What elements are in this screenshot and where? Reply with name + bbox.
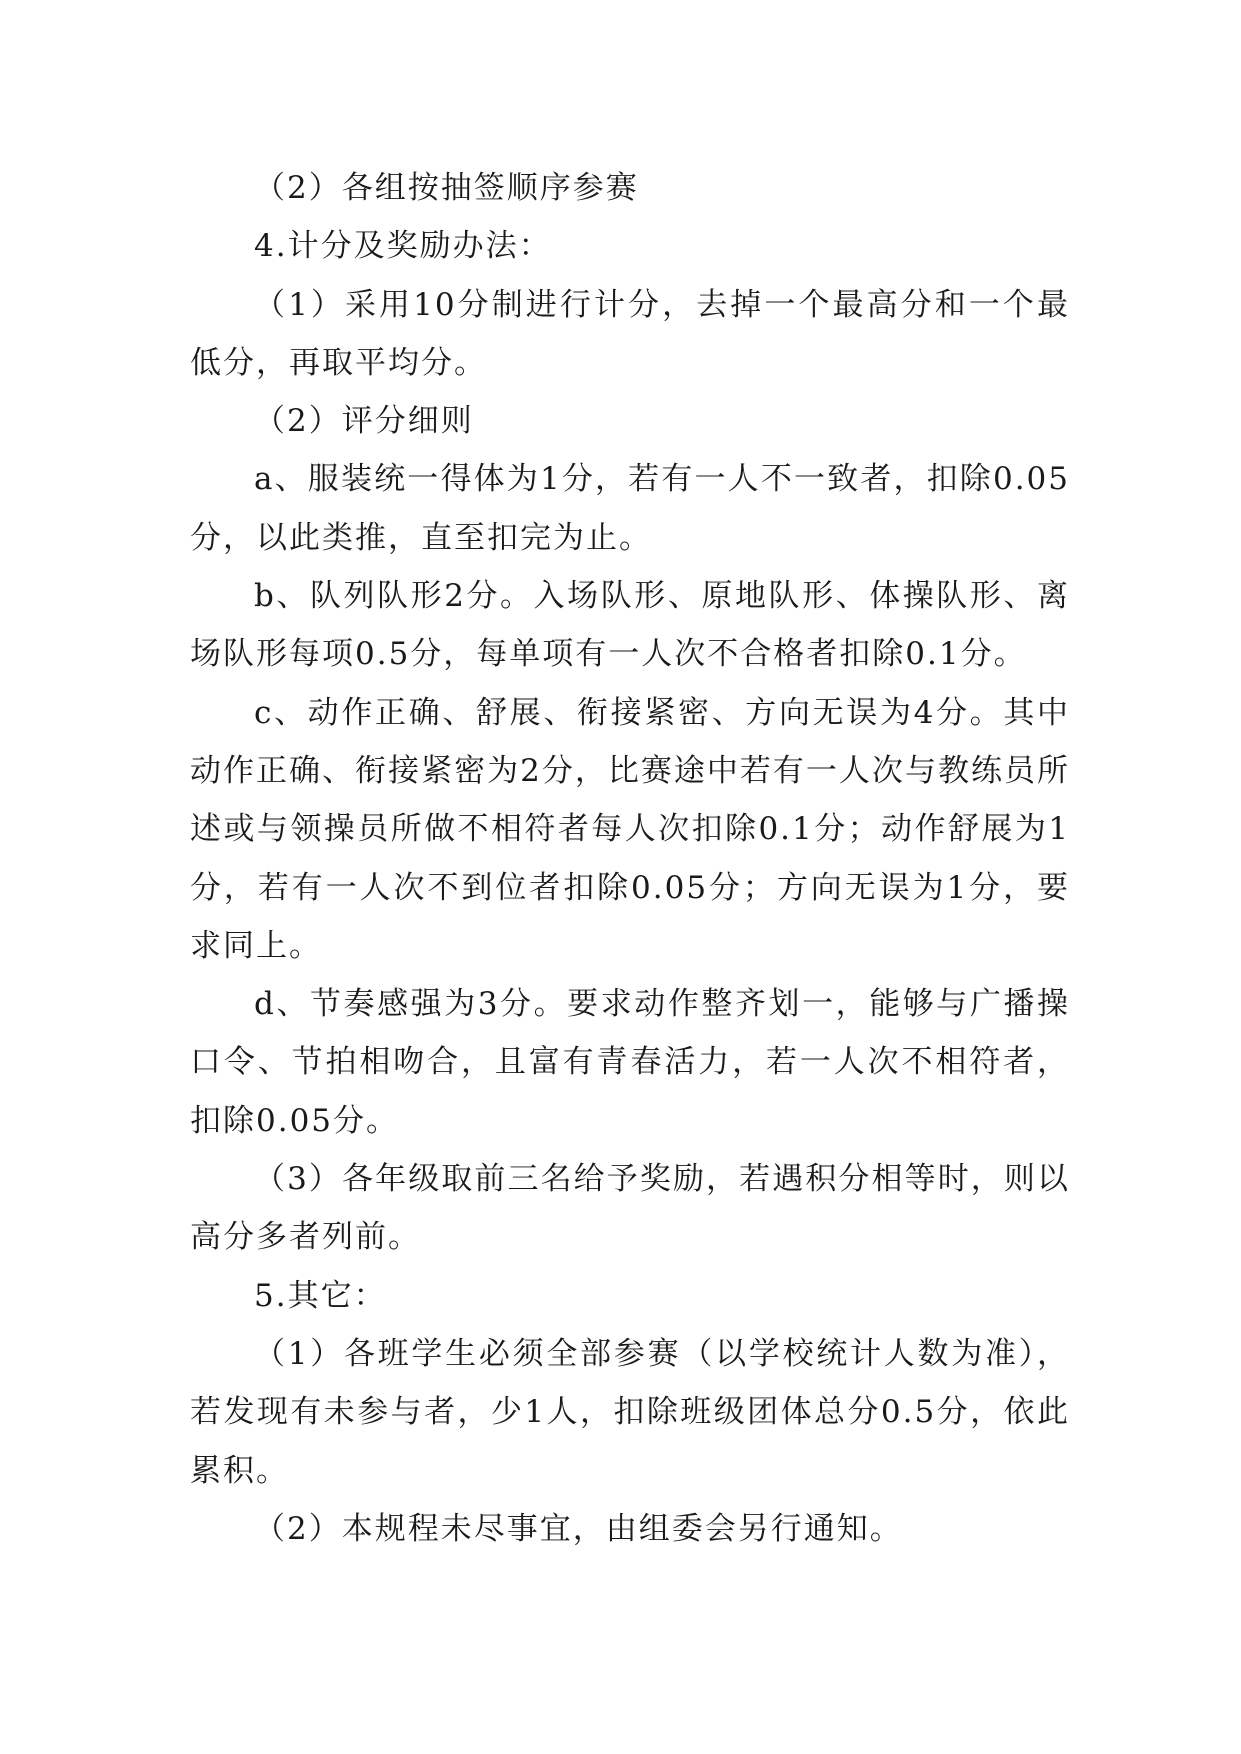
section-heading-other: 5.其它： <box>254 1277 387 1314</box>
paragraph-rule-a-uniform: a、服装统一得体为1分，若有一人不一致者，扣除0.05分，以此类推，直至扣完为止。 <box>190 461 1070 556</box>
paragraph-awards: （3）各年级取前三名给予奖励，若遇积分相等时，则以高分多者列前。 <box>190 1161 1070 1256</box>
paragraph-notice: （2）本规程未尽事宜，由组委会另行通知。 <box>254 1510 903 1547</box>
paragraph-scoring-system: （1）采用10分制进行计分，去掉一个最高分和一个最低分，再取平均分。 <box>190 286 1070 381</box>
paragraph-scoring-details-heading: （2）评分细则 <box>254 403 474 440</box>
section-heading-scoring: 4.计分及奖励办法： <box>254 228 552 265</box>
paragraph-rule-b-formation: b、队列队形2分。入场队形、原地队形、体操队形、离场队形每项0.5分，每单项有一人次不合格者扣除0.1分。 <box>190 578 1070 673</box>
document-body <box>190 159 1070 1558</box>
paragraph-participation: （1）各班学生必须全部参赛（以学校统计人数为准），若发现有未参与者，少1人，扣除班级团体总分0.5分，依此累积。 <box>190 1335 1070 1489</box>
paragraph-draw-order: （2）各组按抽签顺序参赛 <box>254 170 639 206</box>
paragraph-rule-c-movement: c、动作正确、舒展、衔接紧密、方向无误为4分。其中动作正确、衔接紧密为2分，比赛途中若有一人次与教练员所述或与领操员所做不相符者每人次扣除0.1分；动作舒展为1分，若有一人次不到位者扣除0.05分；方向无误为1分，要求同上。 <box>190 694 1070 964</box>
paragraph-rule-d-rhythm: d、节奏感强为3分。要求动作整齐划一，能够与广播操口令、节拍相吻合，且富有青春活力，若一人次不相符者，扣除0.05分。 <box>190 986 1070 1139</box>
